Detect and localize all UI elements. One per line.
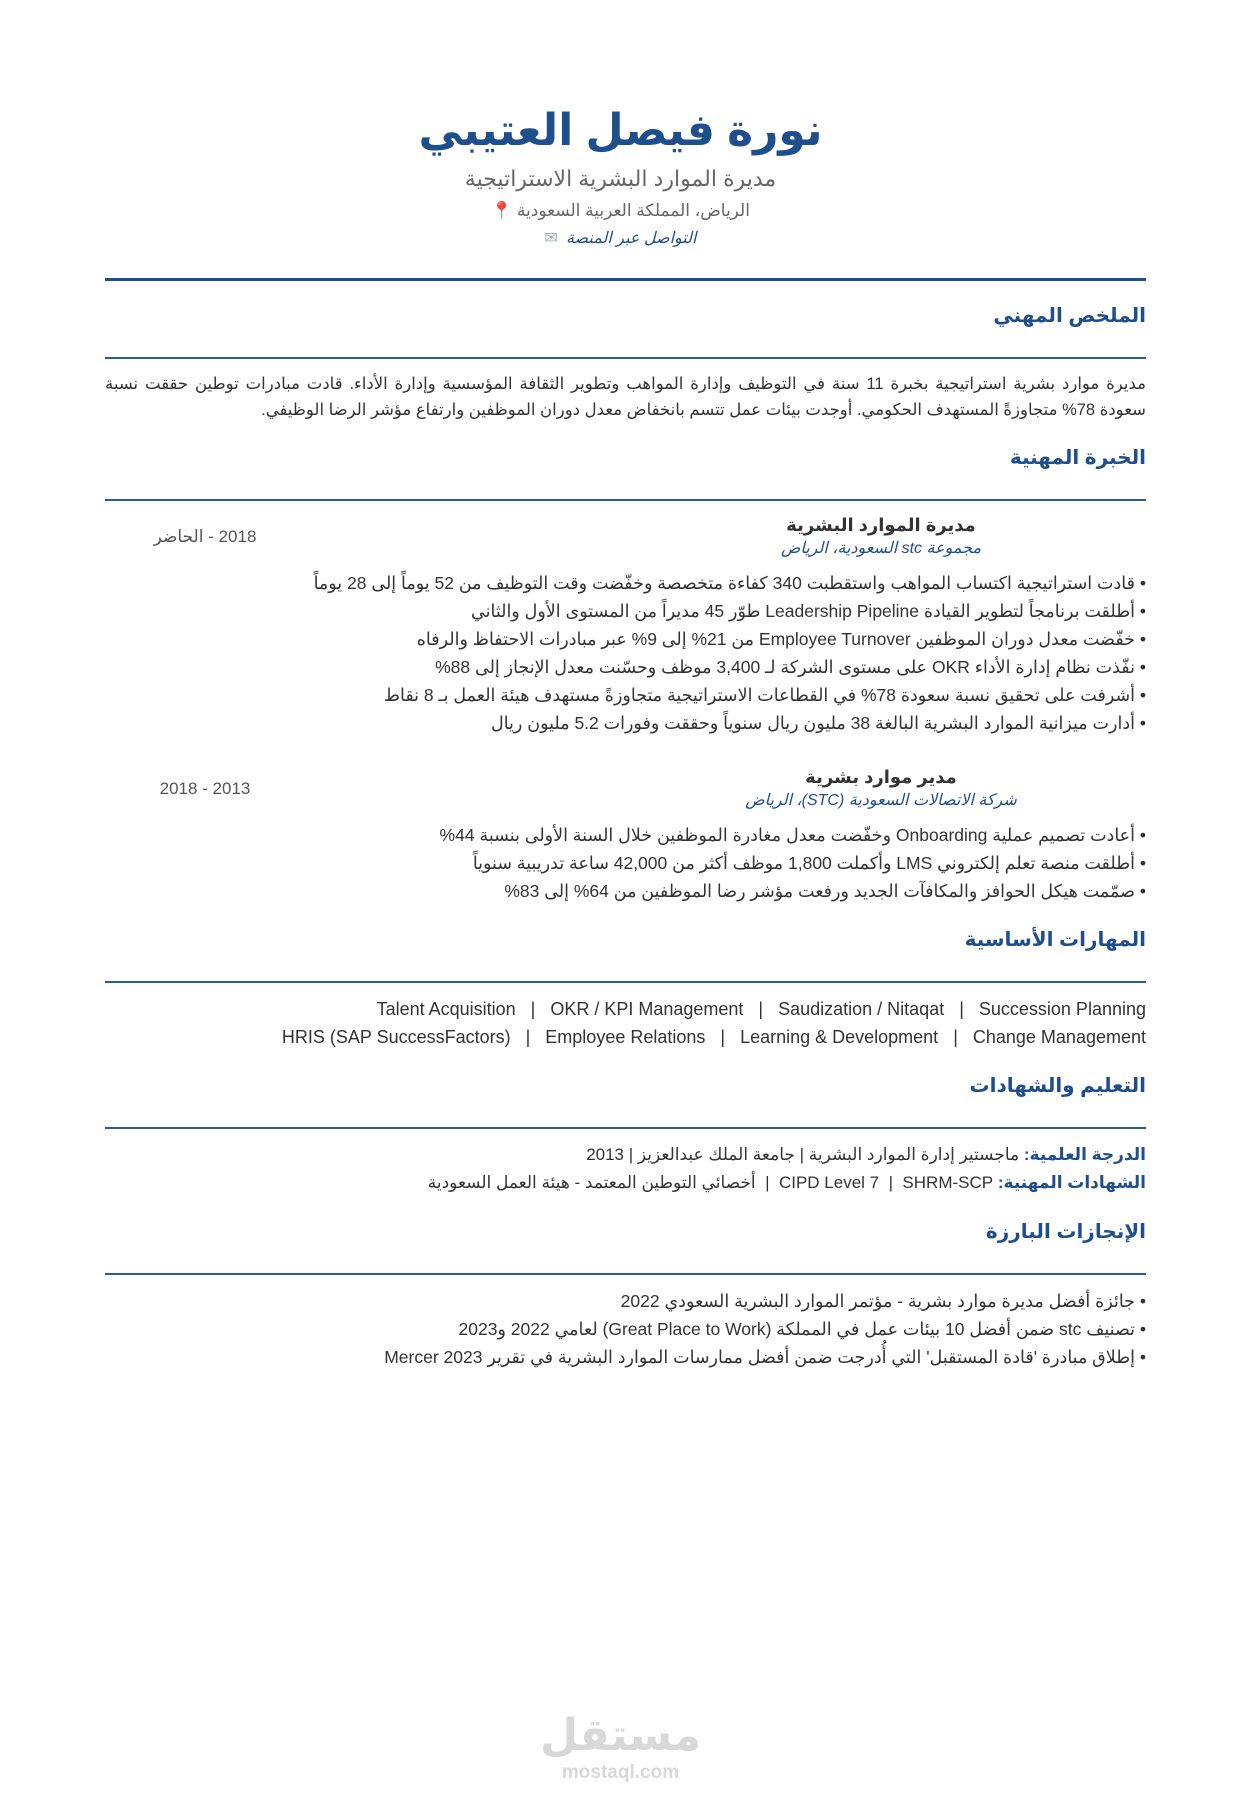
job-title: مدير موارد بشرية bbox=[805, 767, 957, 787]
envelope-icon: ✉ bbox=[544, 230, 558, 247]
location-text: الرياض، المملكة العربية السعودية bbox=[516, 201, 750, 220]
resume-header bbox=[0, 0, 1241, 252]
summary-text: مديرة موارد بشرية استراتيجية بخبرة 11 سنة في التوظيف وإدارة المواهب وتطوير الثقافة المؤسسية وإدارة الأداء. قادت مبادرات توطين حققت نسبة سعودة 78% متجاوزةً المستهدف الحكومي. أوجدت بيئات عمل تتسم بانخفاض معدل دوران الموظفين وارتفاع مؤشر الرضا الوظيفي. bbox=[105, 375, 1146, 419]
list-item: • خفّضت معدل دوران الموظفين Employee Turnover من 21% إلى 9% عبر مبادرات الاحتفاظ والرفاه bbox=[105, 625, 1146, 653]
job-company: شركة الاتصالات السعودية (STC)، الرياض bbox=[745, 792, 1017, 809]
skills-list bbox=[105, 995, 1146, 1051]
job-heading bbox=[616, 513, 1146, 561]
header-divider bbox=[105, 278, 1146, 281]
contact-text[interactable]: التواصل عبر المنصة bbox=[565, 230, 697, 247]
list-item: • إطلاق مبادرة 'قادة المستقبل' التي أُدرجت ضمن أفضل ممارسات الموارد البشرية في تقرير Mercer 2023 bbox=[105, 1343, 1146, 1371]
section-heading-skills: المهارات الأساسية bbox=[964, 929, 1146, 951]
job-header bbox=[105, 513, 1146, 561]
job-bullets bbox=[105, 569, 1146, 737]
job-header bbox=[105, 765, 1146, 813]
watermark-site: mostaql.com bbox=[561, 1762, 680, 1783]
candidate-title: مديرة الموارد البشرية الاستراتيجية bbox=[464, 166, 777, 191]
certs-line bbox=[105, 1169, 1146, 1197]
job-title: مديرة الموارد البشرية bbox=[786, 515, 976, 535]
job-heading bbox=[616, 765, 1146, 813]
job-dates: 2013 - 2018 bbox=[159, 779, 251, 798]
skills-line: HRIS (SAP SuccessFactors) | Employee Relations | Learning & Development | Change Management bbox=[281, 1027, 1146, 1047]
candidate-name: نورة فيصل العتيبي bbox=[418, 106, 823, 155]
section-heading-education: التعليم والشهادات bbox=[969, 1075, 1146, 1097]
section-heading-achievements: الإنجازات البارزة bbox=[985, 1221, 1146, 1243]
certs-label: الشهادات المهنية: bbox=[997, 1173, 1146, 1192]
list-item: • أطلقت برنامجاً لتطوير القيادة Leadership Pipeline طوّر 45 مديراً من المستوى الأول والثاني bbox=[105, 597, 1146, 625]
location bbox=[0, 198, 1241, 224]
list-item: • تصنيف stc ضمن أفضل 10 بيئات عمل في المملكة (Great Place to Work) لعامي 2022 و2023 bbox=[105, 1315, 1146, 1343]
list-item: • صمّمت هيكل الحوافز والمكافآت الجديد ورفعت مؤشر رضا الموظفين من 64% إلى 83% bbox=[105, 877, 1146, 905]
degree-line bbox=[105, 1141, 1146, 1169]
list-item: • جائزة أفضل مديرة موارد بشرية - مؤتمر الموارد البشرية السعودي 2022 bbox=[105, 1287, 1146, 1315]
certs-value: CIPD Level 7 | SHRM-SCP | أخصائي التوطين المعتمد - هيئة العمل السعودية bbox=[427, 1173, 998, 1192]
list-item: • أعادت تصميم عملية Onboarding وخفّضت معدل مغادرة الموظفين خلال السنة الأولى بنسبة 44% bbox=[105, 821, 1146, 849]
job-bullets bbox=[105, 821, 1146, 905]
achievements-list bbox=[105, 1287, 1146, 1371]
list-item: • نفّذت نظام إدارة الأداء OKR على مستوى الشركة لـ 3,400 موظف وحسّنت معدل الإنجاز إلى 88% bbox=[105, 653, 1146, 681]
list-item: • أشرفت على تحقيق نسبة سعودة 78% في القطاعات الاستراتيجية متجاوزةً مستهدف هيئة العمل بـ 8 نقاط bbox=[105, 681, 1146, 709]
job-entry bbox=[105, 513, 1146, 737]
section-divider bbox=[105, 499, 1146, 501]
contact-link[interactable] bbox=[0, 226, 1241, 252]
section-heading-experience: الخبرة المهنية bbox=[1009, 447, 1146, 469]
job-company: مجموعة stc السعودية، الرياض bbox=[780, 540, 982, 557]
section-heading-summary: الملخص المهني bbox=[993, 305, 1146, 327]
section-divider bbox=[105, 1127, 1146, 1129]
resume-body bbox=[105, 278, 1146, 1371]
list-item: • أدارت ميزانية الموارد البشرية البالغة 38 مليون ريال سنوياً وحققت وفورات 5.2 مليون ريال bbox=[105, 709, 1146, 737]
section-divider bbox=[105, 357, 1146, 359]
skills-line: Talent Acquisition | OKR / KPI Management | Saudization / Nitaqat | Succession Planning bbox=[376, 999, 1146, 1019]
list-item: • أطلقت منصة تعلم إلكتروني LMS وأكملت 1,800 موظف أكثر من 42,000 ساعة تدريبية سنوياً bbox=[105, 849, 1146, 877]
list-item: • قادت استراتيجية اكتساب المواهب واستقطبت 340 كفاءة متخصصة وخفّضت وقت التوظيف من 52 يوماً إلى 28 يوماً bbox=[105, 569, 1146, 597]
education-block bbox=[105, 1141, 1146, 1197]
watermark-logo: مستقل bbox=[540, 1711, 701, 1760]
degree-label: الدرجة العلمية: bbox=[1023, 1145, 1146, 1164]
section-divider bbox=[105, 1273, 1146, 1275]
job-dates: 2018 - الحاضر bbox=[153, 527, 257, 546]
watermark bbox=[0, 1711, 1241, 1805]
job-entry bbox=[105, 765, 1146, 905]
section-divider bbox=[105, 981, 1146, 983]
pin-icon: 📍 bbox=[491, 201, 513, 220]
degree-value: ماجستير إدارة الموارد البشرية | جامعة الملك عبدالعزيز | 2013 bbox=[586, 1145, 1024, 1164]
